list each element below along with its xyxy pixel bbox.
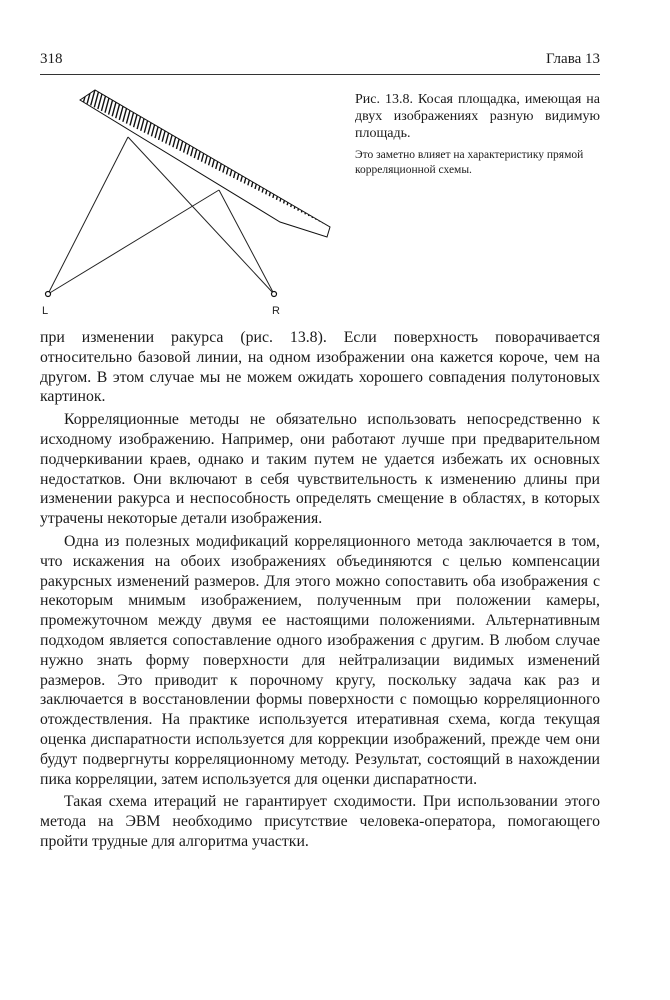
hatch-line — [330, 205, 336, 227]
caption-note: Это заметно влияет на характеристику прямой корреляционной схемы. — [355, 149, 584, 176]
camera-right-point — [272, 292, 277, 297]
hatch-line — [305, 192, 311, 214]
hatch-line — [323, 201, 329, 223]
page-number: 318 — [40, 51, 63, 67]
hatch-line — [301, 190, 307, 212]
label-left: L — [42, 305, 49, 317]
figure-13-8 — [30, 82, 340, 322]
label-right: R — [272, 305, 280, 317]
hatch-line — [276, 178, 282, 200]
stereo-diagram — [30, 82, 340, 322]
hatch-line — [309, 194, 315, 216]
header-rule — [40, 74, 600, 75]
hatch-line — [291, 185, 297, 207]
figure-caption — [355, 91, 600, 178]
hatch-line — [326, 203, 332, 225]
sight-lines — [48, 137, 274, 294]
paragraph-4: Такая схема итераций не гарантирует сходимости. При использовании этого метода на ЭВМ необходимо присутствие человека-оператора, помогающего пройти трудные для алгоритма участки. — [40, 793, 600, 850]
body-text — [40, 328, 600, 852]
hatch-line — [298, 189, 304, 211]
hatch-line — [294, 187, 300, 209]
hatch-line — [312, 196, 318, 218]
oblique-surface — [80, 82, 336, 237]
caption-title: Рис. 13.8. Косая площадка, имеющая на двух изображениях разную видимую площадь. — [355, 92, 600, 141]
camera-left-point — [46, 292, 51, 297]
paragraph-2: Корреляционные методы не обязательно использовать непосредственно к исходному изображению. Например, они работают лучше при предварительном подчеркивании краев, однако и таким путем не удается избежать их основных недостатков. Они включают в себя чувствительность к изменению длины при изменении ракурса и неспособность определять смещение в областях, в которых утрачены некоторые детали изображения. — [40, 411, 600, 528]
hatch-line — [319, 200, 325, 222]
running-head: Глава 13 — [546, 51, 600, 67]
paragraph-1: при изменении ракурса (рис. 13.8). Если поверхность поворачивается относительно базовой линии, на одном изображении она кажется короче, чем на другом. В этом случае мы не можем ожидать хорошего совпадения полутоновых картинок. — [40, 329, 600, 406]
paragraph-3: Одна из полезных модификаций корреляционного метода заключается в том, что искажения на обоих изображениях объединяются с целью компенсации ракурсных изменений размеров. Для этого можно сопоставить оба изображения с некоторым мнимым изображением, полученным при положении камеры, промежуточном между двумя ее настоящими положениями. Альтернативным подходом является сопоставление одного изображения с другим. В любом случае нужно знать форму поверхности для нейтрализации видимых изменений размеров. Это приводит к порочному кругу, поскольку задача как раз и заключается в восстановлении формы поверхности с помощью корреляционного отождествления. На практике используется итеративная схема, когда текущая оценка диспаратности используется для коррекции изображений, прежде чем они будут подвергнуты корреляционному методу. Результат, состоящий в нахождении пика корреляции, затем используется для оценки диспаратности. — [40, 532, 600, 788]
hatch-line — [287, 183, 293, 205]
hatch-line — [273, 176, 279, 198]
hatch-line — [316, 198, 322, 220]
